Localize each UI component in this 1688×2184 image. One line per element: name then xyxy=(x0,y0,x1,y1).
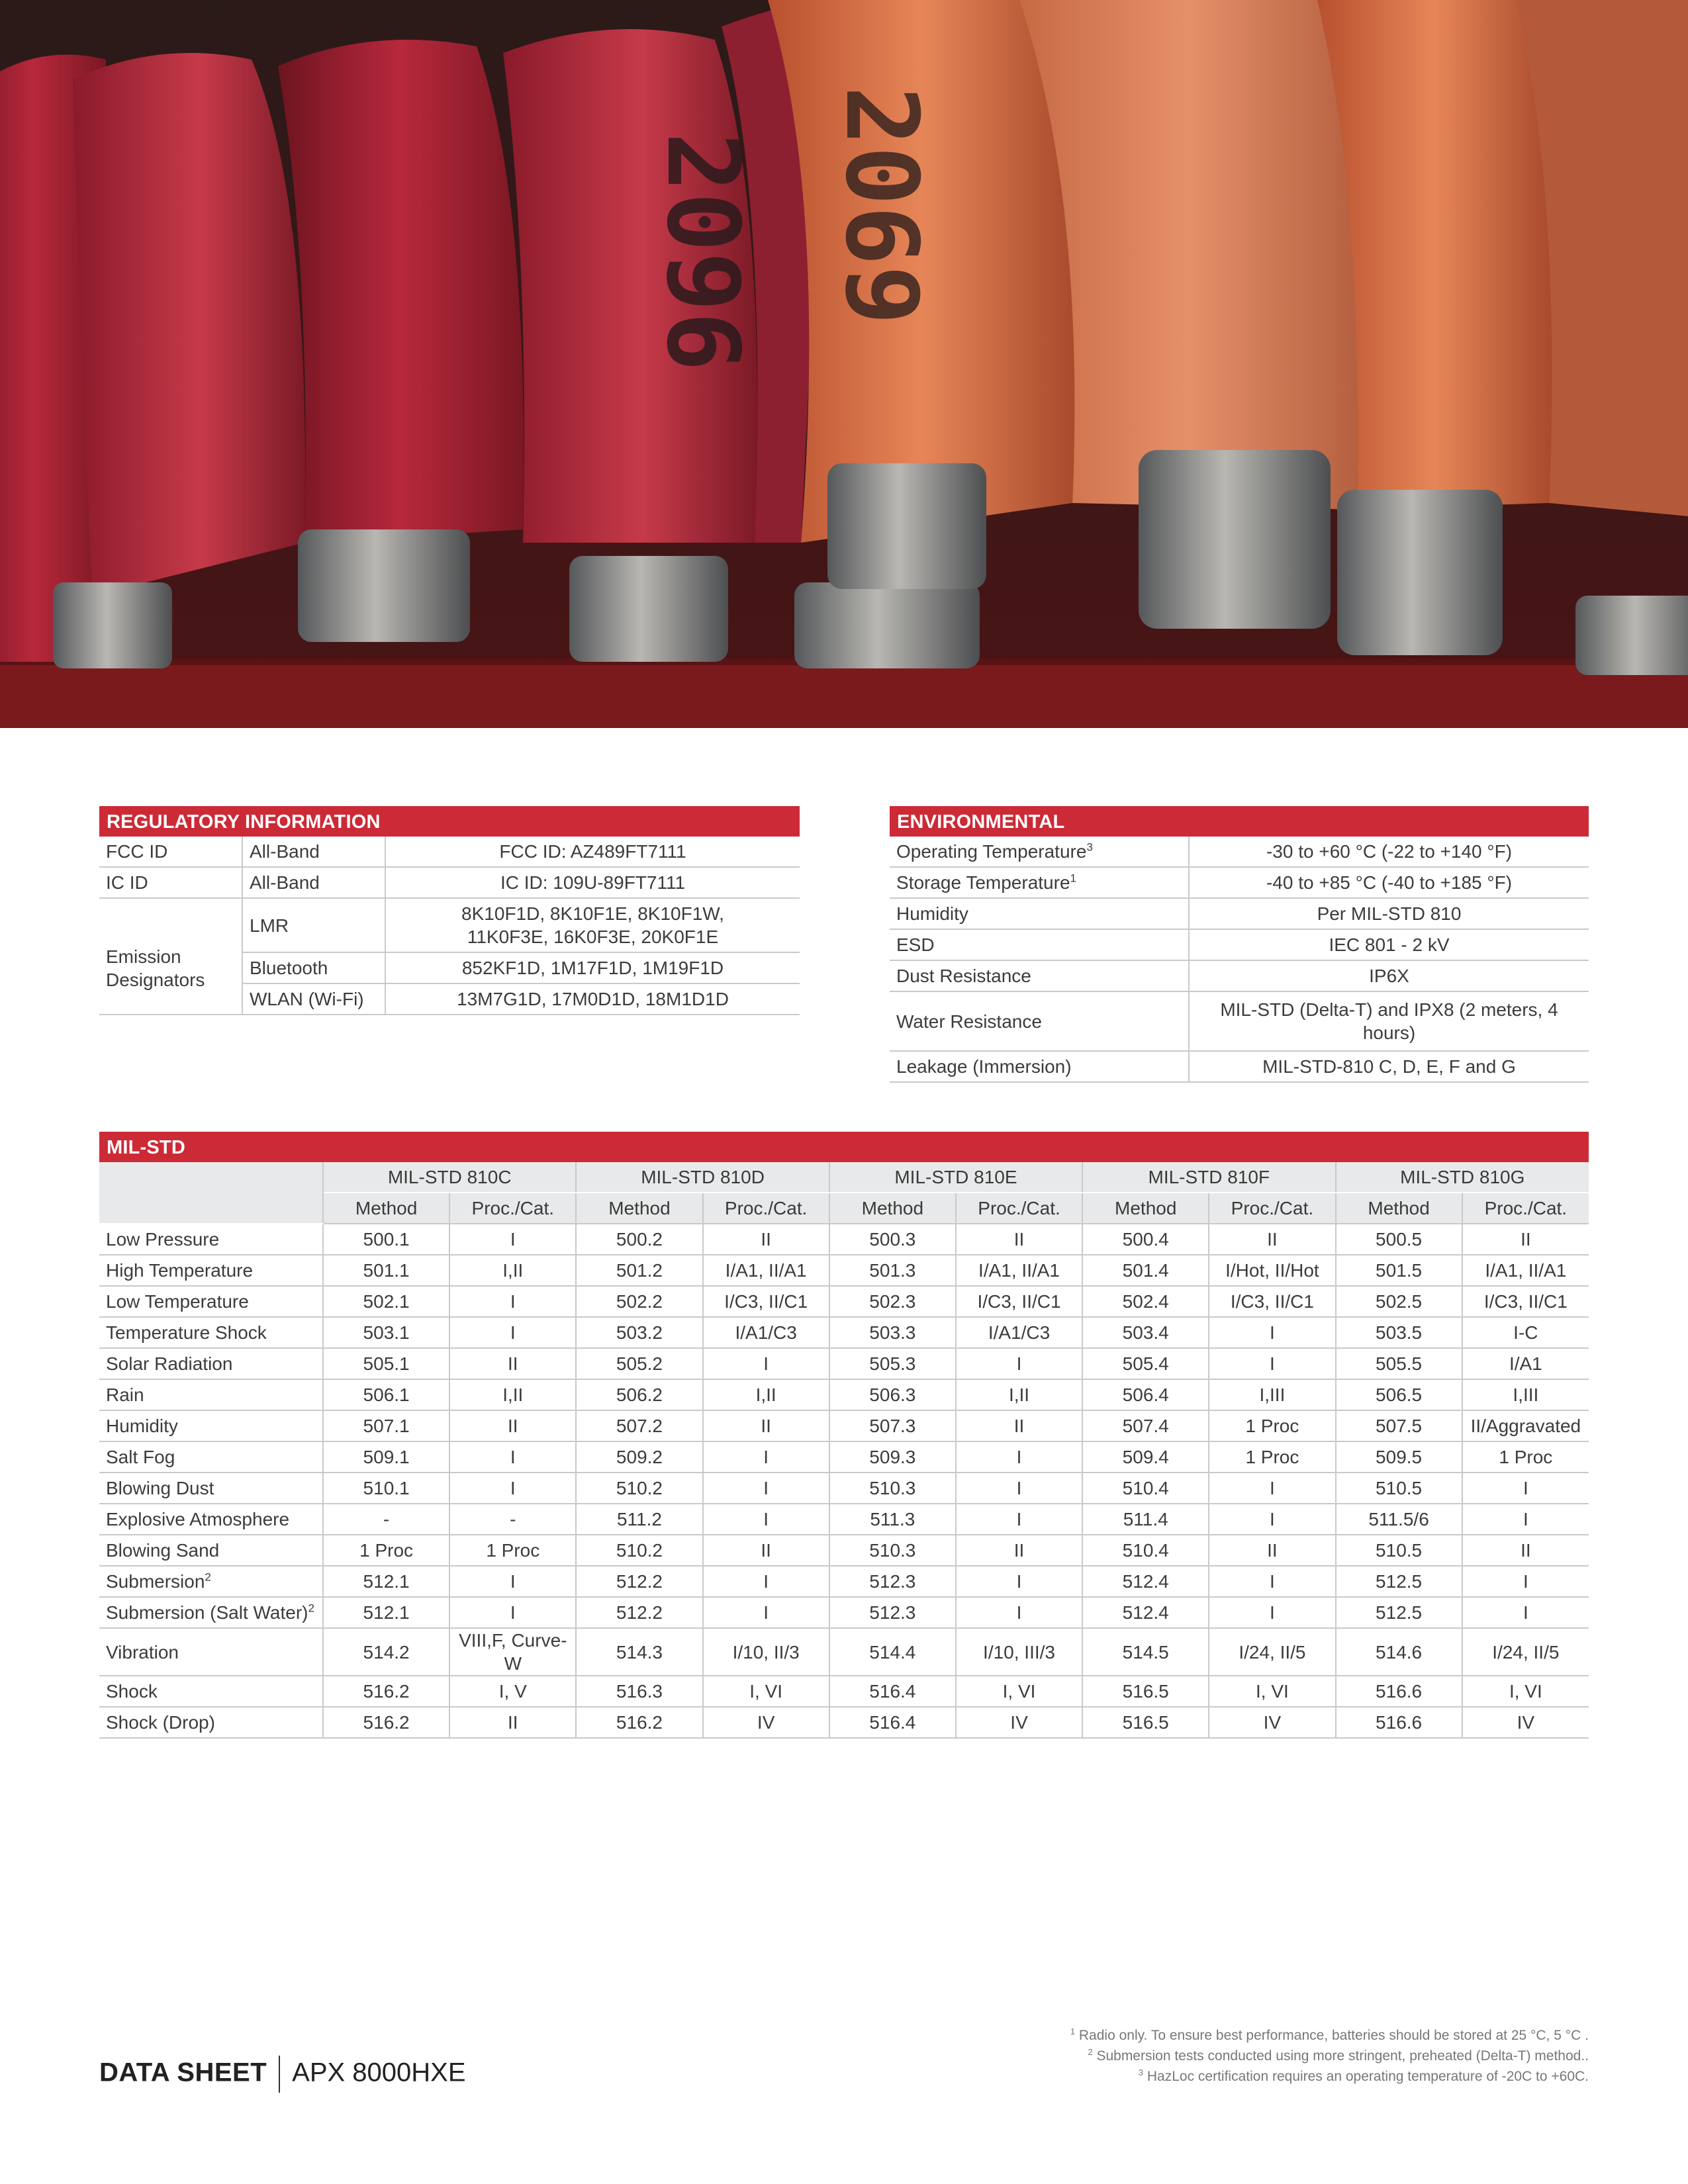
milstd-proc-cell: II xyxy=(1209,1224,1335,1255)
milstd-method-cell: 501.1 xyxy=(323,1255,449,1286)
table-row xyxy=(99,1597,1589,1628)
env-label-text: Humidity xyxy=(896,903,968,924)
milstd-row-label xyxy=(99,1504,323,1535)
milstd-table xyxy=(99,1132,1589,1739)
milstd-proc-cell: II xyxy=(956,1410,1082,1441)
env-label-text: Dust Resistance xyxy=(896,966,1031,986)
milstd-method-cell: 501.4 xyxy=(1082,1255,1209,1286)
milstd-row-label xyxy=(99,1628,323,1676)
milstd-proc-cell: 1 Proc xyxy=(1209,1410,1335,1441)
milstd-method-cell: 503.1 xyxy=(323,1317,449,1348)
footnote-number: 2 xyxy=(1088,2047,1093,2057)
env-label-text: Storage Temperature xyxy=(896,872,1070,893)
milstd-proc-cell: I,II xyxy=(956,1379,1082,1410)
footnote-text: HazLoc certification requires an operating temperature of -20C to +60C. xyxy=(1147,2069,1589,2084)
footer xyxy=(99,2056,466,2093)
milstd-method-cell: 505.2 xyxy=(576,1348,702,1379)
milstd-method-cell: 516.3 xyxy=(576,1676,702,1707)
milstd-row-label xyxy=(99,1379,323,1410)
milstd-method-cell: 509.4 xyxy=(1082,1441,1209,1473)
milstd-method-header: Method xyxy=(829,1193,956,1224)
milstd-proc-cell: IV xyxy=(956,1707,1082,1738)
table-row xyxy=(99,1504,1589,1535)
milstd-corner-cell xyxy=(99,1162,323,1224)
milstd-method-cell: 505.5 xyxy=(1336,1348,1462,1379)
milstd-proc-cell: I/10, II/3 xyxy=(703,1628,829,1676)
milstd-method-header: Method xyxy=(576,1193,702,1224)
table-row xyxy=(99,898,800,952)
milstd-method-cell: 509.1 xyxy=(323,1441,449,1473)
milstd-proc-cell: I/C3, II/C1 xyxy=(1209,1286,1335,1317)
milstd-proc-cell: I xyxy=(449,1473,576,1504)
milstd-method-cell: 506.5 xyxy=(1336,1379,1462,1410)
milstd-proc-cell: I/A1, II/A1 xyxy=(703,1255,829,1286)
milstd-row-label xyxy=(99,1410,323,1441)
milstd-method-cell: 510.3 xyxy=(829,1535,956,1566)
fcc-id-label: FCC ID xyxy=(99,837,242,867)
env-label xyxy=(890,1051,1189,1082)
milstd-method-cell: 501.2 xyxy=(576,1255,702,1286)
milstd-proc-cell: I xyxy=(1209,1473,1335,1504)
milstd-proc-cell: I xyxy=(956,1504,1082,1535)
milstd-proc-cell: I/A1, II/A1 xyxy=(1462,1255,1589,1286)
milstd-method-cell: 500.2 xyxy=(576,1224,702,1255)
milstd-method-cell: 502.3 xyxy=(829,1286,956,1317)
milstd-proc-header: Proc./Cat. xyxy=(1462,1193,1589,1224)
milstd-proc-cell: II xyxy=(1462,1224,1589,1255)
milstd-row-label xyxy=(99,1286,323,1317)
milstd-proc-cell: I xyxy=(449,1286,576,1317)
milstd-proc-cell: I xyxy=(1462,1473,1589,1504)
environmental-table xyxy=(890,806,1589,1083)
milstd-method-cell: 516.6 xyxy=(1336,1676,1462,1707)
milstd-method-cell: 514.4 xyxy=(829,1628,956,1676)
env-label xyxy=(890,837,1189,867)
milstd-row-label-text: Temperature Shock xyxy=(106,1322,267,1343)
emission-band: LMR xyxy=(242,898,385,952)
table-row xyxy=(99,1286,1589,1317)
table-row xyxy=(890,1051,1589,1082)
milstd-method-cell: 514.2 xyxy=(323,1628,449,1676)
milstd-method-cell: 511.5/6 xyxy=(1336,1504,1462,1535)
milstd-proc-cell: I xyxy=(1209,1504,1335,1535)
regulatory-table xyxy=(99,806,800,1015)
milstd-proc-cell: I/Hot, II/Hot xyxy=(1209,1255,1335,1286)
fcc-id-value: FCC ID: AZ489FT7111 xyxy=(385,837,800,867)
milstd-proc-cell: I, V xyxy=(449,1676,576,1707)
milstd-method-cell: 516.4 xyxy=(829,1707,956,1738)
env-value: -40 to +85 °C (-40 to +185 °F) xyxy=(1189,867,1589,898)
milstd-method-cell: 510.5 xyxy=(1336,1473,1462,1504)
milstd-proc-cell: I xyxy=(449,1224,576,1255)
milstd-proc-cell: 1 Proc xyxy=(1209,1441,1335,1473)
milstd-proc-cell: I,II xyxy=(449,1255,576,1286)
milstd-standard-header-row xyxy=(99,1162,1589,1193)
milstd-method-cell: 516.2 xyxy=(323,1676,449,1707)
emission-value: 8K10F1D, 8K10F1E, 8K10F1W, 11K0F3E, 16K0F3E, 20K0F1E xyxy=(385,898,800,952)
footer-divider xyxy=(279,2056,280,2093)
milstd-row-label-text: Explosive Atmosphere xyxy=(106,1509,290,1529)
milstd-proc-cell: I xyxy=(449,1566,576,1597)
milstd-method-cell: 510.3 xyxy=(829,1473,956,1504)
milstd-proc-cell: II xyxy=(703,1535,829,1566)
env-label xyxy=(890,929,1189,960)
milstd-row-label-text: Rain xyxy=(106,1385,144,1405)
milstd-row-label-text: Solar Radiation xyxy=(106,1353,233,1374)
milstd-method-cell: 514.3 xyxy=(576,1628,702,1676)
footnote-text: Submersion tests conducted using more stringent, preheated (Delta-T) method.. xyxy=(1096,2048,1589,2064)
milstd-standard-header: MIL-STD 810D xyxy=(576,1162,829,1193)
milstd-row-label xyxy=(99,1535,323,1566)
milstd-method-cell: 512.1 xyxy=(323,1597,449,1628)
milstd-method-cell: 500.5 xyxy=(1336,1224,1462,1255)
milstd-proc-cell: II xyxy=(956,1224,1082,1255)
milstd-proc-header: Proc./Cat. xyxy=(956,1193,1082,1224)
milstd-method-cell: 507.4 xyxy=(1082,1410,1209,1441)
milstd-row-label-text: Vibration xyxy=(106,1641,179,1662)
milstd-row-label-text: Salt Fog xyxy=(106,1447,175,1467)
table-row xyxy=(99,1566,1589,1597)
milstd-proc-cell: I xyxy=(703,1566,829,1597)
milstd-row-label-text: Submersion xyxy=(106,1571,205,1592)
milstd-method-cell: 514.5 xyxy=(1082,1628,1209,1676)
milstd-method-cell: - xyxy=(323,1504,449,1535)
table-row xyxy=(99,1224,1589,1255)
milstd-method-cell: 512.5 xyxy=(1336,1597,1462,1628)
milstd-row-label xyxy=(99,1566,323,1597)
milstd-proc-cell: I xyxy=(956,1348,1082,1379)
milstd-proc-cell: I/A1 xyxy=(1462,1348,1589,1379)
table-row xyxy=(99,1535,1589,1566)
milstd-proc-cell: - xyxy=(449,1504,576,1535)
milstd-proc-cell: II xyxy=(703,1224,829,1255)
milstd-row-label-text: Shock (Drop) xyxy=(106,1712,215,1733)
milstd-method-cell: 510.2 xyxy=(576,1473,702,1504)
env-value: MIL-STD (Delta-T) and IPX8 (2 meters, 4 hours) xyxy=(1189,991,1589,1051)
milstd-method-cell: 501.5 xyxy=(1336,1255,1462,1286)
table-row xyxy=(890,991,1589,1051)
milstd-title: MIL-STD xyxy=(99,1132,1589,1162)
emission-band: Bluetooth xyxy=(242,952,385,983)
milstd-method-cell: 511.2 xyxy=(576,1504,702,1535)
table-row xyxy=(99,1317,1589,1348)
milstd-standard-header: MIL-STD 810C xyxy=(323,1162,576,1193)
milstd-method-cell: 516.2 xyxy=(323,1707,449,1738)
milstd-method-cell: 503.3 xyxy=(829,1317,956,1348)
env-label-text: Water Resistance xyxy=(896,1011,1042,1032)
milstd-method-cell: 512.5 xyxy=(1336,1566,1462,1597)
milstd-method-cell: 512.4 xyxy=(1082,1597,1209,1628)
milstd-method-cell: 506.3 xyxy=(829,1379,956,1410)
env-label-text: Operating Temperature xyxy=(896,841,1087,862)
footnote-ref: 3 xyxy=(1086,841,1093,854)
milstd-method-cell: 507.3 xyxy=(829,1410,956,1441)
env-value: MIL-STD-810 C, D, E, F and G xyxy=(1189,1051,1589,1082)
milstd-row-label xyxy=(99,1317,323,1348)
footnote-ref: 1 xyxy=(1070,872,1076,885)
milstd-proc-cell: II xyxy=(449,1348,576,1379)
environmental-title: ENVIRONMENTAL xyxy=(890,806,1589,837)
table-row xyxy=(890,837,1589,867)
milstd-row-label xyxy=(99,1441,323,1473)
table-row xyxy=(99,1348,1589,1379)
milstd-proc-cell: I xyxy=(1462,1597,1589,1628)
footnote xyxy=(927,2066,1589,2087)
milstd-method-cell: 514.6 xyxy=(1336,1628,1462,1676)
milstd-proc-cell: II xyxy=(703,1410,829,1441)
milstd-proc-cell: I,III xyxy=(1209,1379,1335,1410)
milstd-proc-cell: I, VI xyxy=(703,1676,829,1707)
milstd-proc-cell: I/10, III/3 xyxy=(956,1628,1082,1676)
milstd-method-cell: 502.4 xyxy=(1082,1286,1209,1317)
milstd-proc-cell: I xyxy=(1209,1566,1335,1597)
milstd-method-cell: 505.1 xyxy=(323,1348,449,1379)
milstd-proc-cell: I xyxy=(956,1441,1082,1473)
milstd-proc-cell: I xyxy=(1462,1566,1589,1597)
table-row xyxy=(99,1379,1589,1410)
table-row xyxy=(99,1410,1589,1441)
env-value: -30 to +60 °C (-22 to +140 °F) xyxy=(1189,837,1589,867)
footnote-text: Radio only. To ensure best performance, batteries should be stored at 25 °C, 5 °C . xyxy=(1078,2028,1589,2043)
milstd-method-header: Method xyxy=(1082,1193,1209,1224)
milstd-proc-cell: I xyxy=(956,1566,1082,1597)
milstd-proc-header: Proc./Cat. xyxy=(449,1193,576,1224)
milstd-proc-cell: I xyxy=(1462,1504,1589,1535)
milstd-proc-cell: I/C3, II/C1 xyxy=(1462,1286,1589,1317)
table-row xyxy=(99,1707,1589,1738)
footnote xyxy=(927,2025,1589,2046)
milstd-proc-cell: I xyxy=(703,1504,829,1535)
milstd-row-label-text: Submersion (Salt Water) xyxy=(106,1602,308,1623)
milstd-proc-cell: I xyxy=(449,1317,576,1348)
milstd-subheader-row xyxy=(99,1193,1589,1224)
milstd-method-cell: 516.2 xyxy=(576,1707,702,1738)
milstd-method-cell: 512.4 xyxy=(1082,1566,1209,1597)
milstd-proc-cell: I/24, II/5 xyxy=(1209,1628,1335,1676)
ic-id-label: IC ID xyxy=(99,867,242,898)
table-row xyxy=(890,929,1589,960)
table-row xyxy=(99,1255,1589,1286)
milstd-proc-cell: IV xyxy=(703,1707,829,1738)
milstd-proc-cell: II xyxy=(1209,1535,1335,1566)
milstd-proc-header: Proc./Cat. xyxy=(703,1193,829,1224)
footnote xyxy=(927,2046,1589,2066)
milstd-method-cell: 511.3 xyxy=(829,1504,956,1535)
milstd-proc-cell: I xyxy=(449,1441,576,1473)
env-label xyxy=(890,898,1189,929)
milstd-method-cell: 512.1 xyxy=(323,1566,449,1597)
milstd-proc-cell: I/C3, II/C1 xyxy=(703,1286,829,1317)
milstd-row-label-text: High Temperature xyxy=(106,1260,254,1281)
milstd-method-cell: 509.5 xyxy=(1336,1441,1462,1473)
table-row xyxy=(890,867,1589,898)
milstd-method-cell: 506.2 xyxy=(576,1379,702,1410)
ic-id-band: All-Band xyxy=(242,867,385,898)
milstd-proc-header: Proc./Cat. xyxy=(1209,1193,1335,1224)
table-row xyxy=(99,837,800,867)
milstd-method-cell: 510.4 xyxy=(1082,1535,1209,1566)
milstd-method-cell: 509.2 xyxy=(576,1441,702,1473)
milstd-method-cell: 512.3 xyxy=(829,1566,956,1597)
env-label xyxy=(890,867,1189,898)
milstd-proc-cell: VIII,F, Curve-W xyxy=(449,1628,576,1676)
fire-hose-illustration xyxy=(0,0,1688,728)
milstd-method-cell: 507.2 xyxy=(576,1410,702,1441)
milstd-proc-cell: I/A1/C3 xyxy=(956,1317,1082,1348)
table-row xyxy=(99,1628,1589,1676)
milstd-proc-cell: I xyxy=(703,1348,829,1379)
milstd-proc-cell: I, VI xyxy=(1209,1676,1335,1707)
milstd-row-label xyxy=(99,1348,323,1379)
milstd-proc-cell: II xyxy=(1462,1535,1589,1566)
milstd-method-cell: 502.1 xyxy=(323,1286,449,1317)
env-label-text: ESD xyxy=(896,934,935,955)
env-label-text: Leakage (Immersion) xyxy=(896,1056,1072,1077)
milstd-row-label-text: Low Pressure xyxy=(106,1229,220,1250)
table-row xyxy=(99,1441,1589,1473)
footer-model: APX 8000HXE xyxy=(292,2058,466,2087)
regulatory-title: REGULATORY INFORMATION xyxy=(99,806,800,837)
env-value: IP6X xyxy=(1189,960,1589,991)
milstd-row-label xyxy=(99,1224,323,1255)
milstd-proc-cell: I/24, II/5 xyxy=(1462,1628,1589,1676)
milstd-proc-cell: I xyxy=(1209,1348,1335,1379)
milstd-method-cell: 512.2 xyxy=(576,1566,702,1597)
milstd-row-label-text: Shock xyxy=(106,1681,158,1702)
footnote-ref: 2 xyxy=(308,1602,314,1615)
footnote-number: 1 xyxy=(1070,2026,1076,2036)
milstd-proc-cell: I xyxy=(703,1441,829,1473)
milstd-row-label xyxy=(99,1597,323,1628)
hero-photo xyxy=(0,0,1688,728)
emission-band: WLAN (Wi-Fi) xyxy=(242,983,385,1015)
milstd-proc-cell: 1 Proc xyxy=(1462,1441,1589,1473)
milstd-method-cell: 500.3 xyxy=(829,1224,956,1255)
hose-number-right: 2069 xyxy=(823,86,939,326)
milstd-method-header: Method xyxy=(1336,1193,1462,1224)
milstd-row-label-text: Blowing Sand xyxy=(106,1540,220,1561)
env-label xyxy=(890,960,1189,991)
milstd-method-cell: 510.5 xyxy=(1336,1535,1462,1566)
milstd-method-cell: 510.2 xyxy=(576,1535,702,1566)
milstd-method-cell: 516.4 xyxy=(829,1676,956,1707)
fcc-id-band: All-Band xyxy=(242,837,385,867)
milstd-method-cell: 512.2 xyxy=(576,1597,702,1628)
milstd-method-cell: 506.4 xyxy=(1082,1379,1209,1410)
milstd-standard-header: MIL-STD 810G xyxy=(1336,1162,1589,1193)
milstd-method-cell: 1 Proc xyxy=(323,1535,449,1566)
milstd-proc-cell: II/Aggravated xyxy=(1462,1410,1589,1441)
env-value: Per MIL-STD 810 xyxy=(1189,898,1589,929)
milstd-method-cell: 503.2 xyxy=(576,1317,702,1348)
env-label xyxy=(890,991,1189,1051)
milstd-method-cell: 503.5 xyxy=(1336,1317,1462,1348)
hose-number-left: 2096 xyxy=(645,132,760,372)
milstd-proc-cell: II xyxy=(449,1410,576,1441)
milstd-proc-cell: I xyxy=(1209,1317,1335,1348)
milstd-row-label xyxy=(99,1255,323,1286)
milstd-method-cell: 505.3 xyxy=(829,1348,956,1379)
milstd-method-cell: 516.5 xyxy=(1082,1707,1209,1738)
milstd-proc-cell: I/C3, II/C1 xyxy=(956,1286,1082,1317)
milstd-row-label xyxy=(99,1676,323,1707)
milstd-proc-cell: I/A1/C3 xyxy=(703,1317,829,1348)
milstd-standard-header: MIL-STD 810E xyxy=(829,1162,1082,1193)
milstd-method-cell: 510.1 xyxy=(323,1473,449,1504)
milstd-method-cell: 506.1 xyxy=(323,1379,449,1410)
milstd-row-label xyxy=(99,1707,323,1738)
milstd-proc-cell: I,III xyxy=(1462,1379,1589,1410)
milstd-proc-cell: I, VI xyxy=(1462,1676,1589,1707)
milstd-method-cell: 502.2 xyxy=(576,1286,702,1317)
milstd-method-cell: 516.6 xyxy=(1336,1707,1462,1738)
milstd-proc-cell: 1 Proc xyxy=(449,1535,576,1566)
emission-label: Emission Designators xyxy=(99,898,242,1015)
milstd-proc-cell: II xyxy=(956,1535,1082,1566)
milstd-method-cell: 512.3 xyxy=(829,1597,956,1628)
milstd-proc-cell: I-C xyxy=(1462,1317,1589,1348)
milstd-method-cell: 500.4 xyxy=(1082,1224,1209,1255)
milstd-method-cell: 511.4 xyxy=(1082,1504,1209,1535)
table-row xyxy=(890,898,1589,929)
milstd-row-label-text: Low Temperature xyxy=(106,1291,249,1312)
milstd-method-cell: 500.1 xyxy=(323,1224,449,1255)
milstd-proc-cell: I xyxy=(449,1597,576,1628)
milstd-proc-cell: I xyxy=(956,1597,1082,1628)
footnotes xyxy=(927,2025,1589,2087)
milstd-row-label xyxy=(99,1473,323,1504)
milstd-proc-cell: I, VI xyxy=(956,1676,1082,1707)
table-row xyxy=(99,867,800,898)
milstd-proc-cell: I xyxy=(956,1473,1082,1504)
env-value: IEC 801 - 2 kV xyxy=(1189,929,1589,960)
milstd-proc-cell: I,II xyxy=(449,1379,576,1410)
ic-id-value: IC ID: 109U-89FT7111 xyxy=(385,867,800,898)
milstd-method-cell: 502.5 xyxy=(1336,1286,1462,1317)
emission-value: 852KF1D, 1M17F1D, 1M19F1D xyxy=(385,952,800,983)
footnote-number: 3 xyxy=(1138,2068,1144,2077)
milstd-method-cell: 507.5 xyxy=(1336,1410,1462,1441)
milstd-method-cell: 507.1 xyxy=(323,1410,449,1441)
milstd-row-label-text: Humidity xyxy=(106,1416,178,1436)
milstd-proc-cell: I,II xyxy=(703,1379,829,1410)
milstd-proc-cell: I xyxy=(703,1597,829,1628)
table-row xyxy=(99,1473,1589,1504)
milstd-method-cell: 509.3 xyxy=(829,1441,956,1473)
milstd-method-cell: 516.5 xyxy=(1082,1676,1209,1707)
milstd-method-cell: 501.3 xyxy=(829,1255,956,1286)
milstd-proc-cell: I xyxy=(1209,1597,1335,1628)
milstd-proc-cell: IV xyxy=(1462,1707,1589,1738)
milstd-standard-header: MIL-STD 810F xyxy=(1082,1162,1335,1193)
footer-label: DATA SHEET xyxy=(99,2058,267,2087)
milstd-method-cell: 503.4 xyxy=(1082,1317,1209,1348)
milstd-method-header: Method xyxy=(323,1193,449,1224)
milstd-proc-cell: IV xyxy=(1209,1707,1335,1738)
emission-value: 13M7G1D, 17M0D1D, 18M1D1D xyxy=(385,983,800,1015)
table-row xyxy=(99,1676,1589,1707)
milstd-row-label-text: Blowing Dust xyxy=(106,1478,214,1498)
milstd-proc-cell: II xyxy=(449,1707,576,1738)
milstd-proc-cell: I xyxy=(703,1473,829,1504)
footnote-ref: 2 xyxy=(205,1570,211,1584)
milstd-method-cell: 505.4 xyxy=(1082,1348,1209,1379)
milstd-proc-cell: I/A1, II/A1 xyxy=(956,1255,1082,1286)
table-row xyxy=(890,960,1589,991)
milstd-method-cell: 510.4 xyxy=(1082,1473,1209,1504)
